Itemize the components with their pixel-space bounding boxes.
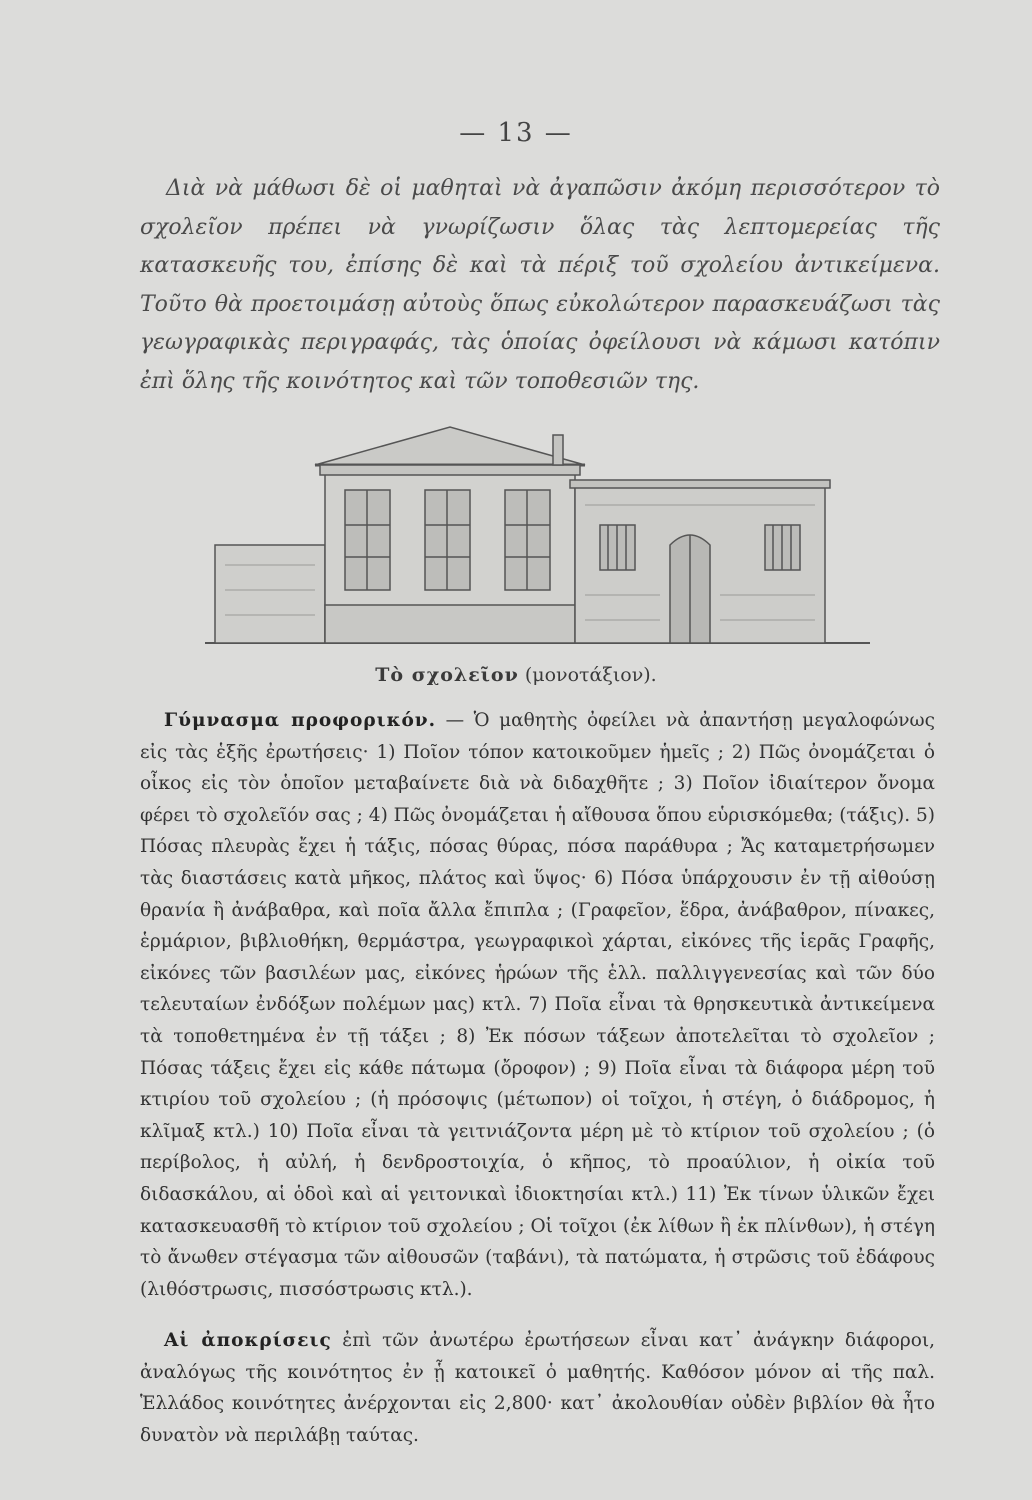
figure-caption — [0, 664, 1032, 686]
answers-paragraph — [140, 1325, 935, 1451]
answers-heading: Αἱ ἀποκρίσεις — [164, 1330, 332, 1351]
exercise-heading: Γύμνασμα προφορικόν. — [164, 710, 437, 731]
answers-text: ἐπὶ τῶν ἀνωτέρω ἐρωτήσεων εἶναι κατ᾽ ἀνάγκην διάφοροι, ἀναλόγως τῆς κοινότητος ἐν ᾗ κατοικεῖ ὁ μαθητής. Καθόσον μόνον αἱ τῆς παλ. Ἑλλάδος κοινότητες ἀνέρχονται εἰς 2,800· κατ᾽ ἀκολουθίαν οὐδὲν βιβλίον θὰ ἦτο δυνατὸν νὰ περιλάβῃ ταύτας. — [140, 1330, 935, 1446]
intro-paragraph: Διὰ νὰ μάθωσι δὲ οἱ μαθηταὶ νὰ ἀγαπῶσιν ἀκόμη περισσότερον τὸ σχολεῖον πρέπει νὰ γνωρίζωσιν ὅλας τὰς λεπτομερείας τῆς κατασκευῆς του, ἐπίσης δὲ καὶ τὰ πέριξ τοῦ σχολείου ἀντικείμενα. Τοῦτο θὰ προετοιμάσῃ αὐτοὺς ὅπως εὐκολώτερον παρασκευάζωσι τὰς γεωγραφικὰς περιγραφάς, τὰς ὁποίας ὀφείλουσι νὰ κάμωσι κατόπιν ἐπὶ ὅλης τῆς κοινότητος καὶ τῶν τοποθεσιῶν της. — [140, 176, 940, 394]
page-number: — 13 — — [459, 118, 573, 148]
caption-subtitle: (μονοτάξιον). — [518, 664, 657, 686]
exercise-paragraph — [140, 705, 935, 1305]
school-building-illustration — [205, 425, 870, 655]
exercise-text: — Ὁ μαθητὴς ὀφείλει νὰ ἀπαντήσῃ μεγαλοφώνως εἰς τὰς ἑξῆς ἐρωτήσεις· 1) Ποῖον τόπον κατοικοῦμεν ἡμεῖς ; 2) Πῶς ὀνομάζεται ὁ οἶκος εἰς τὸν ὁποῖον μεταβαίνετε διὰ νὰ διδαχθῆτε ; 3) Ποῖον ἰδιαίτερον ὄνομα φέρει τὸ σχολεῖόν σας ; 4) Πῶς ὀνομάζεται ἡ αἴθουσα ὅπου εὑρισκόμεθα; (τάξις). 5) Πόσας πλευρὰς ἔχει ἡ τάξις, πόσας θύρας, πόσα παράθυρα ; Ἄς καταμετρήσωμεν τὰς διαστάσεις κατὰ μῆκος, πλάτος καὶ ὕψος· 6) Πόσα ὑπάρχουσιν ἐν τῇ αἰθούσῃ θρανία ἢ ἀνάβαθρα, καὶ ποῖα ἄλλα ἔπιπλα ; (Γραφεῖον, ἕδρα, ἀνάβαθρον, πίνακες, ἑρμάριον, βιβλιοθήκη, θερμάστρα, γεωγραφικοὶ χάρται, εἰκόνες τῆς ἱερᾶς Γραφῆς, εἰκόνες τῶν βασιλέων μας, εἰκόνες ἡρώων τῆς ἑλλ. παλλιγγενεσίας καὶ τῶν δύο τελευταίων ἐνδόξων πολέμων μας) κτλ. 7) Ποῖα εἶναι τὰ θρησκευτικὰ ἀντικείμενα τὰ τοποθετημένα ἐν τῇ τάξει ; 8) Ἐκ πόσων τάξεων ἀποτελεῖται τὸ σχολεῖον ; Πόσας τάξεις ἔχει εἰς κάθε πάτωμα (ὄροφον) ; 9) Ποῖα εἶναι τὰ διάφορα μέρη τοῦ κτιρίου τοῦ σχολείου ; (ἡ πρόσοψις (μέτωπον) οἱ τοῖχοι, ἡ στέγη, ὁ διάδρομος, ἡ κλῖμαξ κτλ.) 10) Ποῖα εἶναι τὰ γειτνιάζοντα μέρη μὲ τὸ κτίριον τοῦ σχολείου ; (ὁ περίβολος, ἡ αὐλή, ἡ δενδροστοιχία, ὁ κῆπος, τὸ προαύλιον, ἡ οἰκία τοῦ διδασκάλου, αἱ ὁδοὶ καὶ αἱ γειτονικαὶ ἰδιοκτησίαι κτλ.) 11) Ἐκ τίνων ὑλικῶν ἔχει κατασκευασθῆ τὸ κτίριον τοῦ σχολείου ; Οἱ τοῖχοι (ἐκ λίθων ἢ ἐκ πλίνθων), ἡ στέγη τὸ ἄνωθεν στέγασμα τῶν αἰθουσῶν (ταβάνι), τὰ πατώματα, ἡ στρῶσις τοῦ ἐδάφους (λιθόστρωσις, πισσόστρωσις κτλ.). — [140, 710, 935, 1300]
caption-title: Τὸ σχολεῖον — [375, 664, 519, 686]
